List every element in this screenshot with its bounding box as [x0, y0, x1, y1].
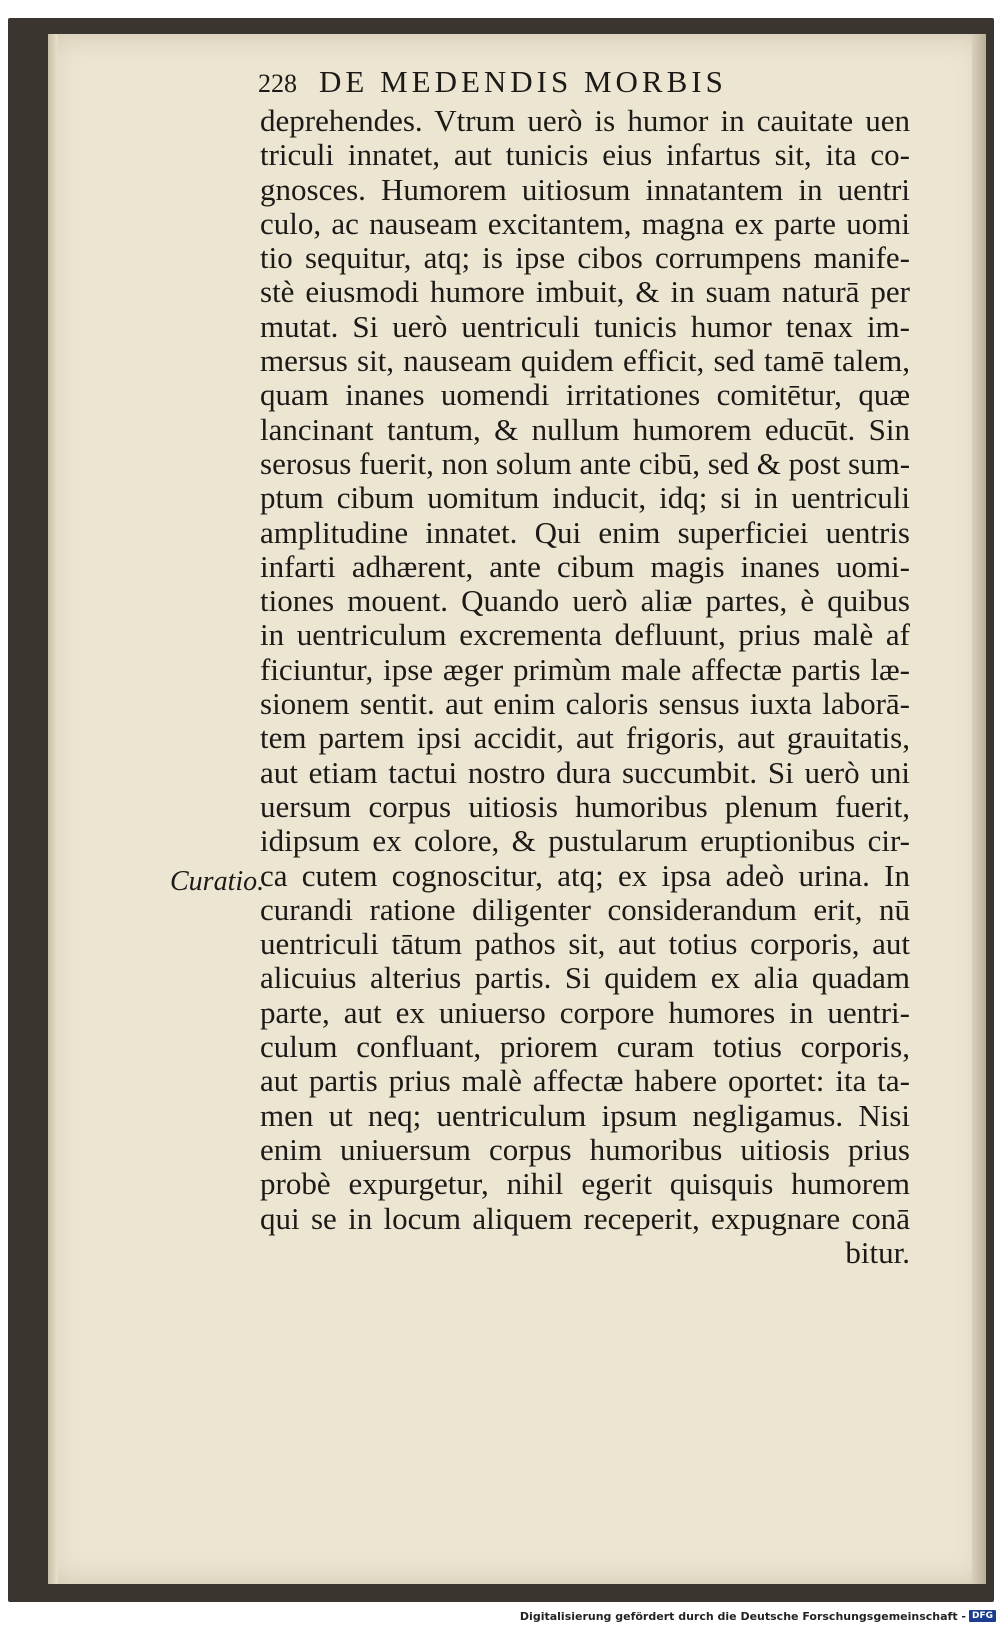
text-line: deprehendes. Vtrum uerò is humor in cauitate uen [260, 103, 910, 138]
page-number: 228 [258, 69, 297, 98]
text-line: culum confluant, priorem curam totius corporis, [260, 1029, 910, 1065]
text-line: tiones mouent. Quando uerò aliæ partes, è quibus [260, 583, 910, 619]
credit-text: Digitalisierung gefördert durch die Deutsche Forschungsgemeinschaft - [519, 1609, 966, 1623]
text-line: mersus sit, nauseam quidem efficit, sed tamē talem, [260, 343, 910, 379]
text-line: bitur. [845, 1234, 910, 1270]
text-line: men ut neq; uentriculum ipsum negligamus. Nisi [260, 1097, 910, 1133]
text-line: aut etiam tactui nostro dura succumbit. Si uerò uni [260, 754, 910, 790]
text-line: uersum corpus uitiosis humoribus plenum fuerit, [260, 788, 910, 824]
text-line: idipsum ex colore, & pustularum eruptionibus cir- [260, 823, 910, 859]
text-line: culo, ac nauseam excitantem, magna ex parte uomi [260, 205, 910, 241]
text-line: tem partem ipsi accidit, aut frigoris, aut grauitatis, [260, 720, 910, 756]
text-line: amplitudine innatet. Qui enim superficiei uentris [260, 514, 910, 550]
text-line: tio sequitur, atq; is ipse cibos corrumpens manife- [260, 240, 910, 276]
text-line: serosus fuerit, non solum ante cibū, sed & post sum- [260, 445, 911, 481]
page-fore-edge [972, 34, 986, 1584]
marginal-note: Curatio. [170, 866, 265, 897]
text-line: parte, aut ex uniuerso corpore humores in uentri- [260, 994, 910, 1030]
text-line: ficiuntur, ipse æger primùm male affectæ partis læ- [260, 651, 910, 687]
text-line: infarti adhærent, ante cibum magis inanes uomi- [260, 548, 910, 584]
text-line: sionem sentit. aut enim caloris sensus iuxta laborā- [260, 686, 910, 722]
text-line: in uentriculum excrementa defluunt, prius malè af [260, 617, 910, 653]
text-line: aut partis prius malè affectæ habere oportet: ita ta- [260, 1063, 910, 1099]
text-line: ptum cibum uomitum inducit, idq; si in uentriculi [260, 480, 910, 516]
digitization-credit [520, 1608, 996, 1624]
text-line: alicuius alterius partis. Si quidem ex alia quadam [260, 960, 910, 996]
text-line: lancinant tantum, & nullum humorem educūt. Sin [260, 411, 910, 447]
text-line: triculi innatet, aut tunicis eius infartus sit, ita co- [260, 137, 910, 173]
running-head-title: DE MEDENDIS MORBIS [319, 64, 727, 99]
text-line: enim uniuersum corpus humoribus uitiosis prius [260, 1131, 910, 1167]
text-line: stè eiusmodi humore imbuit, & in suam naturā per [260, 274, 910, 310]
text-line: uentriculi tātum pathos sit, aut totius corporis, aut [260, 926, 910, 962]
body-text [260, 104, 910, 1270]
page-gutter [48, 34, 58, 1584]
text-line: gnosces. Humorem uitiosum innatantem in uentri [260, 171, 910, 207]
running-head [258, 64, 858, 100]
text-line: probè expurgetur, nihil egerit quisquis humorem [260, 1166, 910, 1202]
dfg-logo: DFG [969, 1610, 996, 1622]
text-line: ca cutem cognoscitur, atq; ex ipsa adeò urina. In [260, 857, 910, 893]
text-line: qui se in locum aliquem receperit, expugnare conā [260, 1200, 910, 1236]
text-line: quam inanes uomendi irritationes comitētur, quæ [260, 377, 910, 413]
text-line: curandi ratione diligenter considerandum erit, nū [260, 891, 910, 927]
text-line: mutat. Si uerò uentriculi tunicis humor tenax im- [260, 308, 910, 344]
